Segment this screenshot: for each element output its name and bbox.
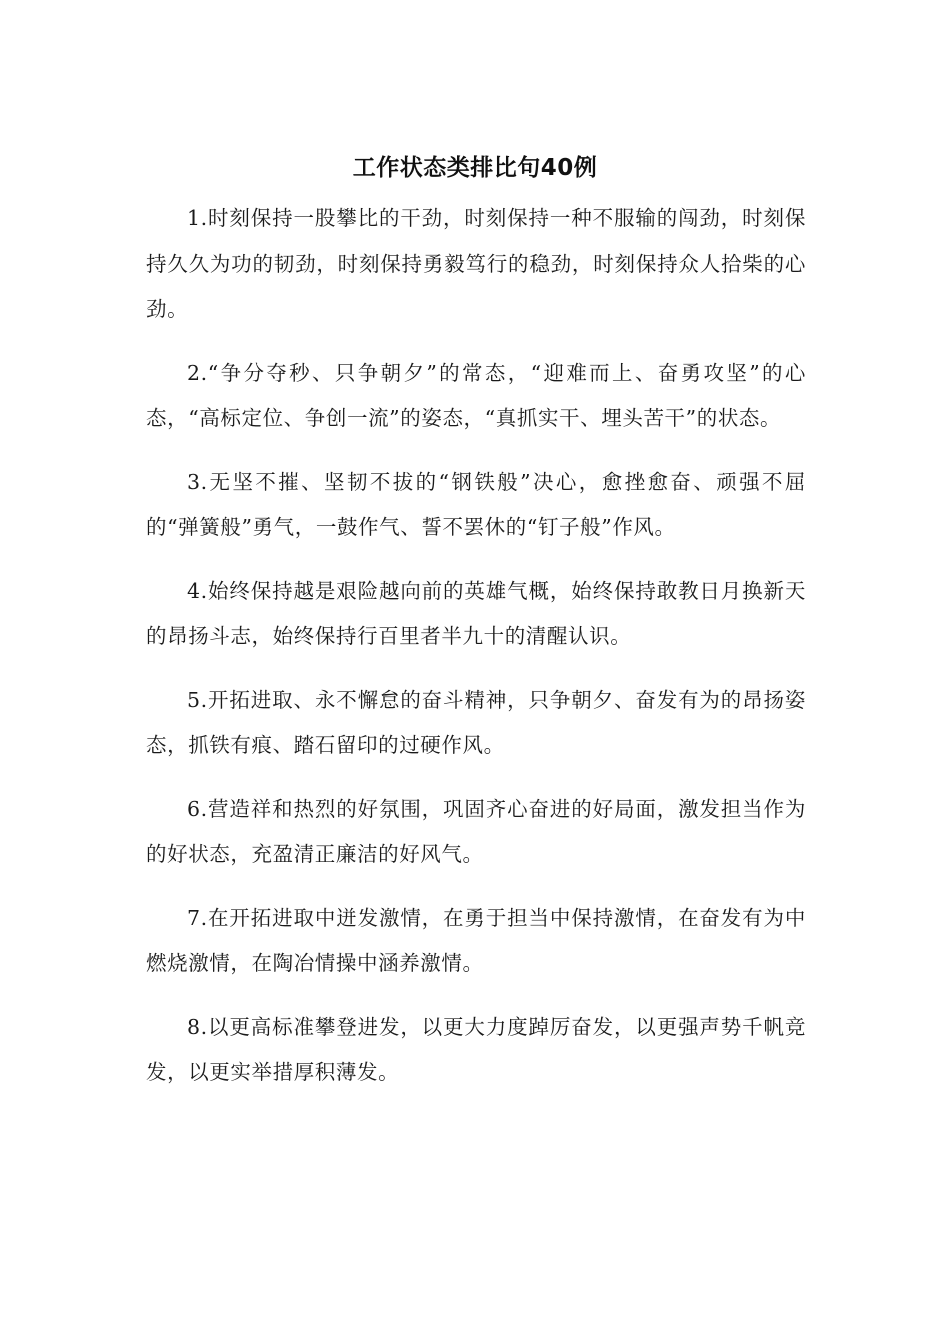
paragraph-4: 4.始终保持越是艰险越向前的英雄气概，始终保持敢教日月换新天的昂扬斗志，始终保持行百里者半九十的清醒认识。 xyxy=(146,578,806,648)
paragraph-7: 7.在开拓进取中迸发激情，在勇于担当中保持激情，在奋发有为中燃烧激情，在陶冶情操中涵养激情。 xyxy=(146,905,806,975)
paragraph-6: 6.营造祥和热烈的好氛围，巩固齐心奋进的好局面，激发担当作为的好状态，充盈清正廉洁的好风气。 xyxy=(146,796,806,866)
paragraph-8: 8.以更高标准攀登进发，以更大力度踔厉奋发，以更强声势千帆竞发，以更实举措厚积薄发。 xyxy=(146,1014,806,1084)
paragraph-5: 5.开拓进取、永不懈怠的奋斗精神，只争朝夕、奋发有为的昂扬姿态，抓铁有痕、踏石留印的过硬作风。 xyxy=(146,687,806,757)
document-title: 工作状态类排比句40例 xyxy=(352,155,598,182)
paragraph-2: 2.“争分夺秒、只争朝夕”的常态，“迎难而上、奋勇攻坚”的心态，“高标定位、争创一流”的姿态，“真抓实干、埋头苦干”的状态。 xyxy=(146,360,806,430)
paragraph-3: 3.无坚不摧、坚韧不拔的“钢铁般”决心，愈挫愈奋、顽强不屈的“弹簧般”勇气，一鼓作气、誓不罢休的“钉子般”作风。 xyxy=(146,469,806,539)
document-body xyxy=(146,196,806,1114)
paragraph-1: 1.时刻保持一股攀比的干劲，时刻保持一种不服输的闯劲，时刻保持久久为功的韧劲，时刻保持勇毅笃行的稳劲，时刻保持众人拾柴的心劲。 xyxy=(146,206,806,321)
